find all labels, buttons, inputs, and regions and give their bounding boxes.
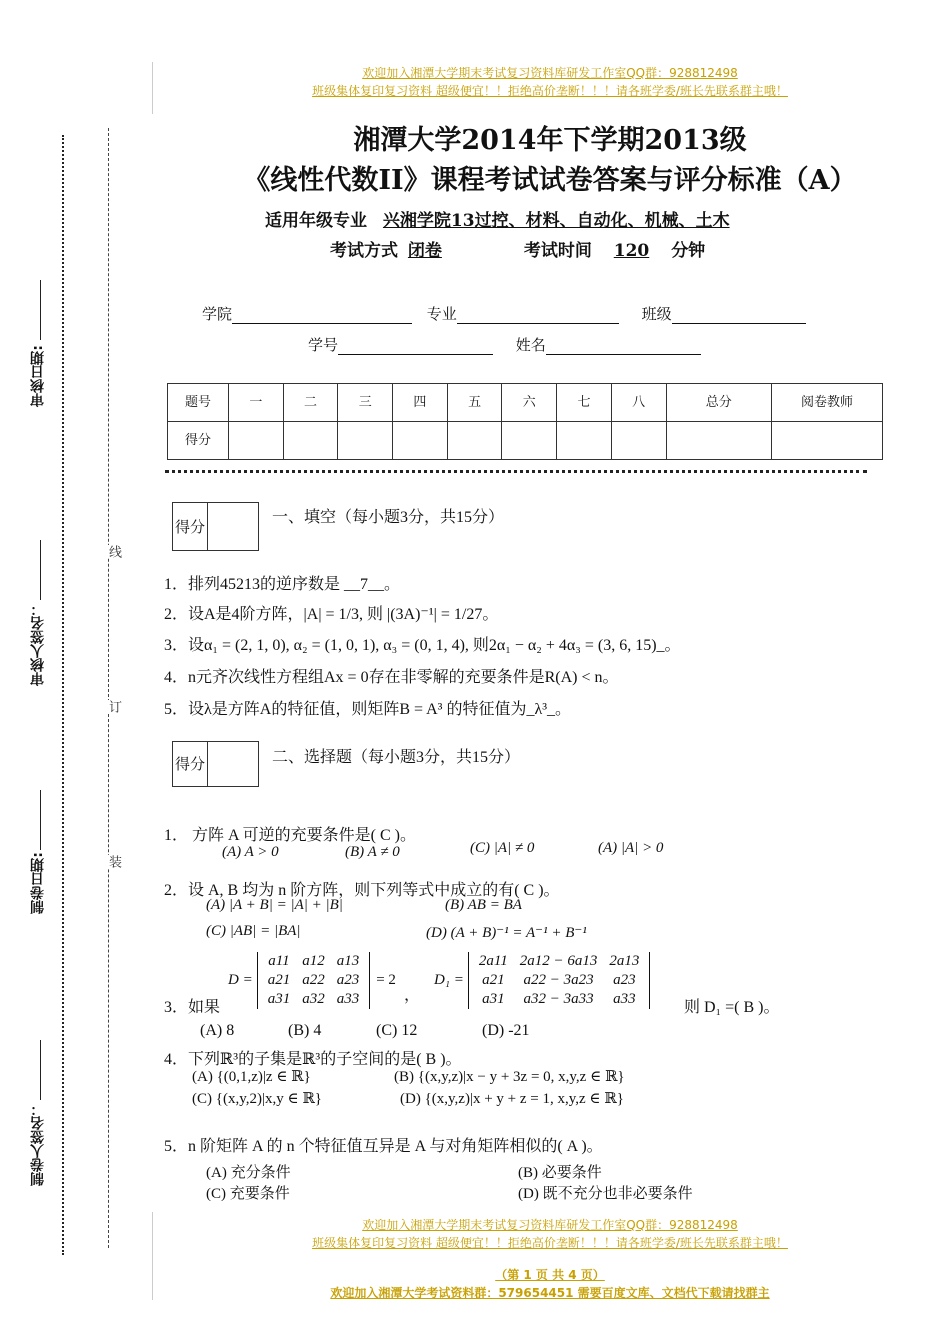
score-col-6: 六	[502, 384, 557, 422]
s2-q2-opt-d: (D) (A + B)⁻¹ = A⁻¹ + B⁻¹	[426, 925, 587, 941]
audit-date-label: 审核日期:	[30, 345, 46, 407]
s2-q3-eq2: = 2	[376, 972, 396, 988]
s2-q4-opt-b: (B) {(x,y,z)|x − y + 3z = 0, x,y,z ∈ ℝ}	[394, 1069, 625, 1085]
make-date-line	[40, 790, 41, 850]
student-row-2	[308, 334, 701, 355]
mat-cell: a33	[613, 991, 636, 1007]
s2-q3-comma: ，	[403, 987, 420, 1004]
promo-line-1: 欢迎加入湘潭大学期末考试复习资料库研发工作室QQ群：928812498	[362, 66, 738, 80]
score-cell[interactable]	[393, 422, 448, 460]
class-field[interactable]	[672, 307, 806, 324]
major-field[interactable]	[457, 307, 619, 324]
score-cell[interactable]	[338, 422, 393, 460]
score-col-8: 八	[611, 384, 666, 422]
section2-score-box	[172, 741, 259, 787]
s2-q4: 4．下列ℝ³的子集是ℝ³的子空间的是( B )。	[164, 1051, 462, 1068]
student-row-1	[202, 303, 806, 324]
name-label: 姓名	[515, 336, 546, 354]
s2-q4-opt-a: (A) {(0,1,z)|z ∈ ℝ}	[192, 1069, 311, 1085]
mat-cell: a12	[302, 953, 325, 969]
mat-cell: a21	[482, 972, 505, 988]
s2-q3-prefix: 3．如果	[164, 999, 221, 1016]
mat-cell: a31	[482, 991, 505, 1007]
mat-cell: 2a13	[609, 953, 640, 969]
make-sign-line	[40, 1040, 41, 1100]
s2-q2: 2．设 A, B 均为 n 阶方阵，则下列等式中成立的有( C )。	[164, 882, 560, 899]
time-unit: 分钟	[671, 241, 706, 261]
s2-q3-determinant-d	[228, 952, 650, 1009]
mat-cell: a32 − 3a33	[523, 991, 594, 1007]
mat-cell: a32	[302, 991, 325, 1007]
margin-guide-top	[152, 62, 153, 114]
score-row-label: 得分	[168, 422, 229, 460]
footer-promo-line-2: 班级集体复印复习资料 超级便宜！！拒绝高价垄断！！！请各班学委/班长先联系群主哦！	[312, 1236, 788, 1250]
s2-q4-opt-d: (D) {(x,y,z)|x + y + z = 1, x,y,z ∈ ℝ}	[400, 1091, 624, 1107]
score-table-score-row	[168, 422, 883, 460]
score-col-grader: 阅卷教师	[772, 384, 883, 422]
s2-q3-d1-label: D₁ =	[433, 972, 464, 988]
id-field[interactable]	[338, 338, 493, 355]
s2-q3-suffix: 则 D₁ =( B )。	[684, 999, 780, 1016]
score-table-header-row	[168, 384, 883, 422]
page-subtitle: 《线性代数II》课程考试试卷答案与评分标准（A）	[243, 165, 857, 196]
section2-score-field[interactable]	[208, 742, 258, 786]
s1-q5: 5．设λ是方阵A的特征值，则矩阵B = A³ 的特征值为_λ³_。	[164, 701, 572, 718]
s2-q2-opt-b: (B) AB = BA	[445, 897, 522, 913]
s2-q5: 5．n 阶矩阵 A 的 n 个特征值互异是 A 与对角矩阵相似的( A )。	[164, 1138, 603, 1155]
score-header-cell: 题号	[168, 384, 229, 422]
score-cell[interactable]	[557, 422, 612, 460]
section1-score-box	[172, 502, 259, 551]
s2-q3-opt-b: (B) 4	[288, 1022, 322, 1039]
mat-cell: a23	[336, 972, 360, 988]
s2-q3-d-label: D =	[228, 972, 253, 988]
audit-sign-line	[40, 540, 41, 600]
matrix-d	[257, 952, 371, 1009]
time-label: 考试时间	[523, 241, 592, 261]
college-field[interactable]	[232, 307, 412, 324]
promo-line-2: 班级集体复印复习资料 超级便宜！！拒绝高价垄断！！！请各班学委/班长先联系群主哦！	[312, 84, 788, 98]
s2-q1-opt-b: (B) A ≠ 0	[345, 844, 400, 860]
section2-score-label: 得分	[173, 742, 208, 786]
score-cell[interactable]	[772, 422, 883, 460]
score-cell[interactable]	[447, 422, 502, 460]
s2-q2-opt-a: (A) |A + B| = |A| + |B|	[206, 897, 343, 913]
id-label: 学号	[308, 336, 339, 354]
mat-cell: 2a12 − 6a13	[519, 953, 598, 969]
mat-cell: a22	[302, 972, 325, 988]
class-label: 班级	[641, 305, 672, 323]
score-col-4: 四	[393, 384, 448, 422]
footer-promo-line-1: 欢迎加入湘潭大学期末考试复习资料库研发工作室QQ群：928812498	[362, 1218, 738, 1232]
mat-cell: 2a11	[478, 953, 508, 969]
s2-q1-opt-a: (A) A > 0	[222, 844, 279, 860]
make-sign-label: 制卷人签名：	[30, 1102, 46, 1186]
s2-q5-opt-c: (C) 充要条件	[206, 1186, 290, 1202]
margin-guide-bottom	[152, 1212, 153, 1300]
mat-cell: a13	[336, 953, 360, 969]
s2-q3-opt-d: (D) -21	[482, 1022, 530, 1039]
mark-ding: 订	[106, 700, 121, 713]
binding-dotted-line	[62, 135, 64, 1255]
major-field-label: 专业	[426, 305, 457, 323]
score-table	[167, 383, 883, 460]
score-cell[interactable]	[611, 422, 666, 460]
score-cell[interactable]	[283, 422, 338, 460]
score-col-5: 五	[447, 384, 502, 422]
section1-title: 一、填空（每小题3分，共15分）	[272, 509, 505, 526]
score-col-1: 一	[229, 384, 284, 422]
mode-row	[330, 236, 705, 261]
mat-cell: a21	[267, 972, 291, 988]
mode-value: 闭卷	[407, 241, 442, 261]
mat-cell: a22 − 3a23	[523, 972, 594, 988]
make-date-label: 制卷日期:	[30, 852, 46, 914]
college-label: 学院	[202, 305, 233, 323]
score-cell[interactable]	[666, 422, 772, 460]
s1-q4: 4．n元齐次线性方程组Ax = 0存在非零解的充要条件是R(A) < n。	[164, 669, 619, 686]
s1-q3: 3．设α₁ = (2, 1, 0), α₂ = (1, 0, 1), α₃ = (0, 1, 4), 则2α₁ − α₂ + 4α₃ = (3, 6, 15)_。	[164, 637, 681, 654]
mat-cell: a11	[268, 953, 290, 969]
footer-ad: 欢迎加入湘潭大学考试资料群：579654451 需要百度文库、文档代下载请找群主	[330, 1286, 770, 1300]
s2-q5-opt-b: (B) 必要条件	[518, 1165, 602, 1181]
major-row	[265, 206, 730, 231]
s1-q2: 2．设A是4阶方阵，|A| = 1/3, 则 |(3A)⁻¹| = 1/27。	[164, 606, 499, 623]
matrix-d1	[468, 952, 651, 1009]
section1-score-label: 得分	[173, 503, 208, 550]
time-value: 120	[613, 241, 650, 261]
score-col-3: 三	[338, 384, 393, 422]
s2-q1: 1． 方阵 A 可逆的充要条件是( C )。	[164, 827, 417, 844]
score-col-total: 总分	[666, 384, 772, 422]
score-col-7: 七	[557, 384, 612, 422]
mark-zhuang: 装	[106, 855, 121, 868]
s2-q3-opt-a: (A) 8	[200, 1022, 235, 1039]
s2-q2-opt-c: (C) |AB| = |BA|	[206, 923, 301, 939]
mode-label: 考试方式	[330, 241, 398, 261]
binding-dashed-line	[108, 128, 109, 1248]
s2-q5-opt-a: (A) 充分条件	[206, 1165, 291, 1181]
separator-dotted	[165, 470, 867, 473]
score-col-2: 二	[283, 384, 338, 422]
page-title: 湘潭大学2014年下学期2013级	[353, 125, 747, 156]
score-cell[interactable]	[229, 422, 284, 460]
section1-score-field[interactable]	[208, 503, 258, 550]
audit-date-line	[40, 280, 41, 340]
name-field[interactable]	[546, 338, 701, 355]
mat-cell: a23	[613, 972, 636, 988]
s2-q3-opt-c: (C) 12	[376, 1022, 418, 1039]
s2-q5-opt-d: (D) 既不充分也非必要条件	[518, 1186, 693, 1202]
major-label: 适用年级专业	[265, 211, 367, 231]
section2-title: 二、选择题（每小题3分，共15分）	[272, 749, 521, 766]
audit-sign-label: 审核人签名：	[30, 602, 46, 686]
s2-q1-opt-d: (A) |A| > 0	[598, 840, 664, 856]
s2-q1-opt-c: (C) |A| ≠ 0	[470, 840, 535, 856]
score-cell[interactable]	[502, 422, 557, 460]
mat-cell: a33	[336, 991, 360, 1007]
page-number: （第 1 页 共 4 页）	[495, 1268, 605, 1282]
s1-q1: 1．排列45213的逆序数是 __7__。	[164, 576, 401, 593]
mat-cell: a31	[267, 991, 291, 1007]
mark-line: 线	[106, 545, 121, 558]
major-value: 兴湘学院13过控、材料、自动化、机械、土木	[382, 211, 730, 231]
s2-q4-opt-c: (C) {(x,y,2)|x,y ∈ ℝ}	[192, 1091, 322, 1107]
